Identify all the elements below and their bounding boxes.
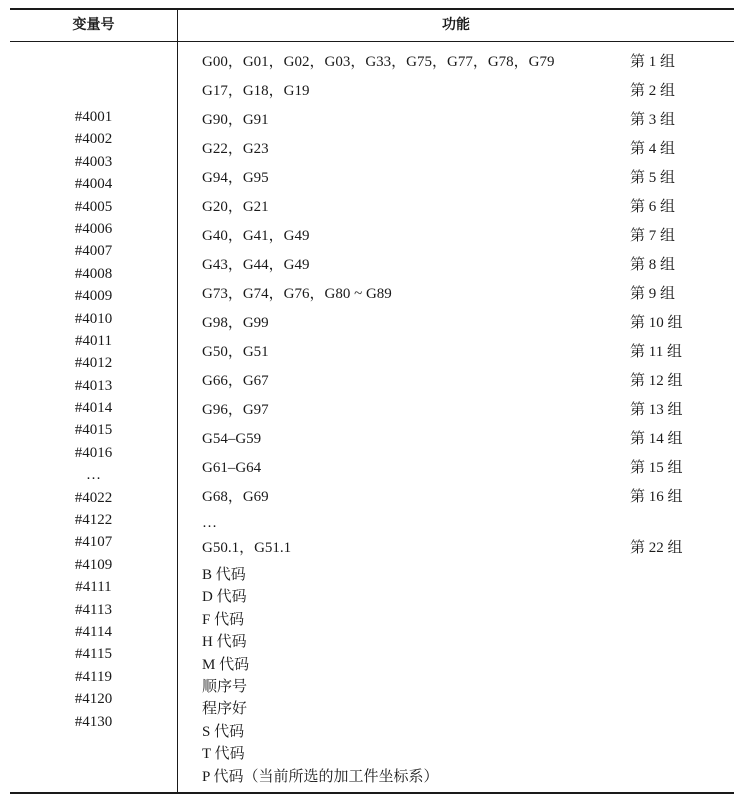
other-code-item: T 代码: [202, 746, 245, 763]
other-code-item: S 代码: [202, 723, 245, 740]
other-code-item: 顺序号: [202, 678, 248, 695]
other-code-item: F 代码: [202, 611, 245, 628]
g-code-row: G98，G99: [202, 315, 269, 331]
variable-number: #4011: [75, 332, 112, 349]
group-label: 第 9 组: [630, 286, 676, 302]
group-label: 第 11 组: [630, 344, 682, 360]
header-variable-number: 变量号: [72, 17, 115, 33]
g-code-row: G96，G97: [202, 402, 269, 418]
other-code-item: B 代码: [202, 567, 246, 583]
variable-number: #4022: [74, 489, 113, 506]
variable-number: #4007: [74, 243, 113, 260]
variable-number: #4015: [74, 422, 113, 439]
g-code-row: G43，G44，G49: [202, 257, 310, 273]
group-label: 第 3 组: [630, 112, 676, 128]
other-code-item: H 代码: [202, 634, 247, 651]
variable-number: #4013: [74, 377, 113, 394]
variable-number: #4111: [75, 579, 112, 596]
group-label: 第 12 组: [630, 373, 683, 389]
variable-number: #4113: [75, 601, 112, 618]
other-code-item: M 代码: [202, 656, 250, 673]
variable-number: #4008: [74, 265, 113, 282]
variable-number: #4109: [74, 556, 113, 573]
variable-number: #4115: [75, 646, 112, 663]
other-code-item: D 代码: [202, 589, 247, 606]
variable-number: #4002: [74, 131, 113, 148]
variable-number: #4003: [74, 153, 113, 170]
group-label: 第 13 组: [630, 402, 683, 418]
variable-number: #4114: [75, 623, 112, 640]
group-label: 第 10 组: [630, 315, 683, 331]
variable-number: #4012: [74, 355, 113, 372]
other-code-list: [202, 564, 439, 788]
group-label: 第 7 组: [630, 228, 676, 244]
g-code-row: G54–G59: [202, 431, 262, 447]
group-label: 第 4 组: [630, 141, 676, 157]
group-list: [630, 48, 683, 563]
group-label: 第 14 组: [630, 431, 683, 447]
g-code-ellipsis: …: [202, 515, 217, 531]
variable-number: #4004: [74, 176, 113, 193]
variable-number: #4107: [74, 534, 113, 551]
table-header-rule: [10, 41, 734, 42]
g-code-row: G17，G18，G19: [202, 83, 310, 99]
g-code-row: G73，G74，G76，G80 ~ G89: [202, 286, 392, 302]
g-code-row: G20，G21: [202, 199, 269, 215]
column-divider: [177, 10, 178, 792]
variable-number: #4120: [74, 691, 113, 708]
variable-number: #4122: [74, 512, 113, 529]
group-label: 第 15 组: [630, 460, 683, 476]
variable-number: #4119: [75, 668, 112, 685]
g-code-row: G50.1，G51.1: [202, 540, 292, 556]
g-code-row: G68，G69: [202, 489, 269, 505]
group-label: 第 16 组: [630, 489, 683, 505]
g-code-row: G00，G01，G02，G03，G33，G75，G77，G78，G79: [202, 54, 555, 70]
variable-number: #4006: [74, 220, 113, 237]
table-bottom-rule: [10, 792, 734, 794]
group-label: 第 5 组: [630, 170, 676, 186]
g-code-list: [202, 48, 555, 563]
variable-number: #4009: [74, 288, 113, 305]
group-label: 第 1 组: [630, 54, 676, 70]
group-label: 第 8 组: [630, 257, 676, 273]
other-code-item: P 代码（当前所选的加工件坐标系）: [202, 768, 439, 785]
g-code-row: G40，G41，G49: [202, 228, 310, 244]
variable-number: #4130: [74, 713, 113, 730]
header-function: 功能: [442, 17, 470, 33]
group-label: 第 2 组: [630, 83, 676, 99]
group-label: 第 6 组: [630, 199, 676, 215]
variable-number-list: [10, 106, 177, 733]
variable-number: #4016: [74, 444, 113, 461]
variable-number: …: [86, 467, 101, 484]
g-code-row: G22，G23: [202, 141, 269, 157]
variable-number: #4001: [74, 109, 113, 125]
variable-number: #4005: [74, 198, 113, 215]
group-label: 第 22 组: [630, 540, 683, 556]
g-code-row: G94，G95: [202, 170, 269, 186]
variable-number: #4014: [74, 400, 113, 417]
g-code-row: G90，G91: [202, 112, 269, 128]
g-code-row: G50，G51: [202, 344, 269, 360]
g-code-row: G66，G67: [202, 373, 269, 389]
g-code-row: G61–G64: [202, 460, 262, 476]
variable-number: #4010: [74, 310, 113, 327]
other-code-item: 程序好: [202, 701, 248, 718]
group-label-empty: [630, 512, 683, 534]
